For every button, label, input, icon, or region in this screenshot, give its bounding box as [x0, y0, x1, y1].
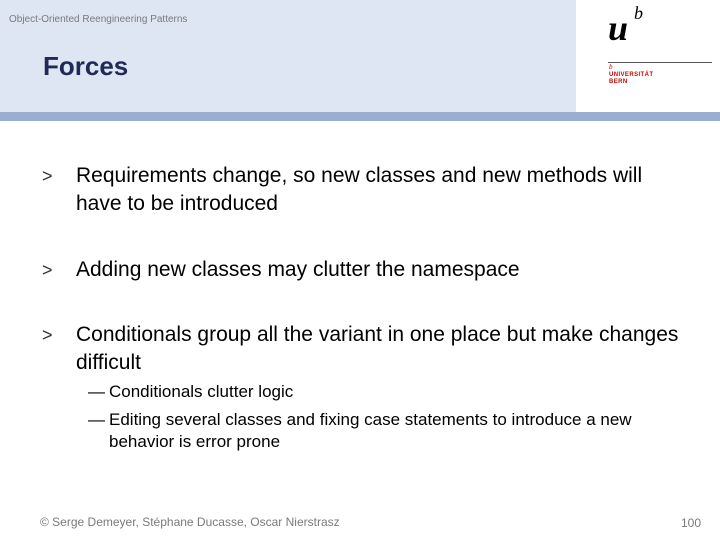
- slide-title: Forces: [43, 51, 129, 81]
- bullet-marker: >: [42, 166, 53, 186]
- bullet-item: [42, 321, 682, 377]
- logo-area: [577, 0, 720, 112]
- header-divider-bar: [0, 112, 720, 121]
- bullet-item: [42, 162, 682, 218]
- university-name-line1: UNIVERSITÄT: [609, 72, 654, 78]
- sub-bullet-item: [88, 381, 688, 403]
- bullet-marker: >: [42, 260, 53, 280]
- logo-rule: [608, 62, 712, 63]
- university-logo-mark: u: [608, 8, 629, 48]
- bullet-item: [42, 256, 682, 284]
- university-logo-superscript: b: [634, 3, 643, 23]
- university-name: [609, 72, 653, 86]
- bullet-text: Adding new classes may clutter the namespace: [76, 258, 520, 281]
- sub-bullet-text: Conditionals clutter logic: [109, 382, 294, 401]
- bullet-marker: >: [42, 325, 53, 345]
- university-name-line2: BERN: [609, 79, 628, 85]
- sub-bullet-text: Editing several classes and fixing case statements to introduce a new behavior is error prone: [109, 410, 632, 451]
- bullet-text: Requirements change, so new classes and new methods will have to be introduced: [76, 164, 643, 215]
- sub-bullet-marker: —: [88, 410, 105, 429]
- course-title: Object-Oriented Reengineering Patterns: [9, 14, 188, 25]
- footer-credit: © Serge Demeyer, Stéphane Ducasse, Oscar Nierstrasz: [40, 515, 340, 529]
- logo-small-mark: b: [609, 63, 613, 71]
- sub-bullet-item: [88, 409, 688, 453]
- sub-bullet-marker: —: [88, 382, 105, 401]
- bullet-text: Conditionals group all the variant in one place but make changes difficult: [76, 323, 679, 374]
- page-number: 100: [680, 516, 701, 530]
